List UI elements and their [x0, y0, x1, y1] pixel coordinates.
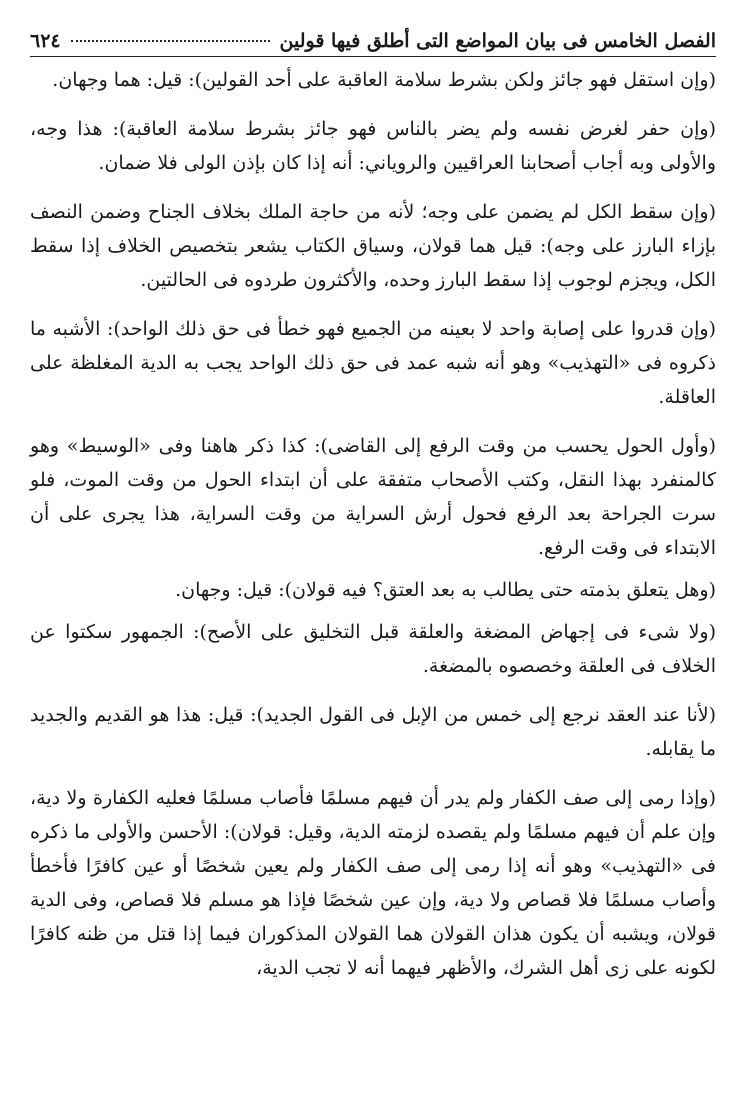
- paragraph: (وأول الحول يحسب من وقت الرفع إلى القاضى): كذا ذكر هاهنا وفى «الوسيط» وهو كالمنفرد بهذا النقل، وكتب الأصحاب متفقة على أن ابتداء الحول من وقت الموت، فلو سرت الجراحة بعد الرفع فحول أرش السراية من وقت السراية، هذا يجرى على أن الابتداء فى وقت الرفع.: [30, 435, 716, 559]
- chapter-title: الفصل الخامس فى بيان المواضع التى أطلق فيها قولين: [279, 30, 716, 52]
- paragraph: (لأنا عند العقد نرجع إلى خمس من الإبل فى القول الجديد): قيل: هذا هو القديم والجديد ما يقابله.: [30, 704, 716, 760]
- paragraph: (ولا شىء فى إجهاض المضغة والعلقة قبل التخليق على الأصح): الجمهور سكتوا عن الخلاف فى العلقة وخصصوه بالمضغة.: [30, 621, 716, 677]
- page-number: ٦٢٤: [30, 30, 61, 52]
- paragraph: (وإن حفر لغرض نفسه ولم يضر بالناس فهو جائز بشرط سلامة العاقبة): هذا وجه، والأولى وبه أجاب أصحابنا العراقيين والروياني: أنه إذا كان بإذن الولى فلا ضمان.: [30, 118, 716, 174]
- header-leader-dots: [71, 40, 270, 42]
- running-header: [30, 30, 716, 57]
- paragraph: (وإن سقط الكل لم يضمن على وجه؛ لأنه من حاجة الملك بخلاف الجناح وضمن النصف بإزاء البارز على وجه): قيل هما قولان، وسياق الكتاب يشعر بتخصيص الخلاف إذا سقط الكل، ويجزم لوجوب إذا سقط البارز وحده، والأكثرون طردوه فى الحالتين.: [30, 201, 716, 291]
- paragraph: (وإن قدروا على إصابة واحد لا بعينه من الجميع فهو خطأ فى حق ذلك الواحد): الأشبه ما ذكروه فى «التهذيب» وهو أنه شبه عمد فى حق ذلك الواحد يجب به الدية المغلظة على العاقلة.: [30, 318, 716, 408]
- book-page: [30, 30, 716, 1080]
- paragraph: (وإن استقل فهو جائز ولكن بشرط سلامة العاقبة على أحد القولين): قيل: هما وجهان.: [52, 69, 716, 91]
- paragraph: (وهل يتعلق بذمته حتى يطالب به بعد العتق؟ فيه قولان): قيل: وجهان.: [175, 579, 716, 601]
- paragraph: (وإذا رمى إلى صف الكفار ولم يدر أن فيهم مسلمًا فأصاب مسلمًا فعليه الكفارة ولا دية، وإن علم أن فيهم مسلمًا ولم يقصده لزمته الدية، وقيل: قولان): الأحسن والأولى ما ذكره فى «التهذيب» وهو أنه إذا رمى إلى صف الكفار ولم يعين شخصًا أو عين كافرًا فأخطأ وأصاب مسلمًا فلا قصاص ولا دية، وإن عين شخصًا فإذا هو مسلم فلا قصاص، وفى الدية قولان، ويشبه أن يكون هذان القولان هما القولان المذكوران فيما إذا قتل من ظنه كافرًا لكونه على زى أهل الشرك، والأظهر فيهما أنه لا تجب الدية،: [30, 787, 716, 979]
